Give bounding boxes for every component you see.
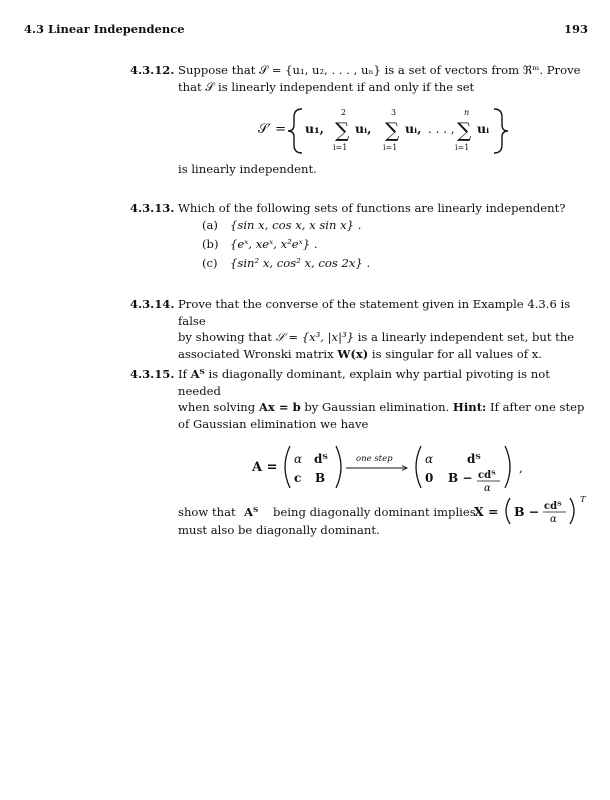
sum-lower: i=1 xyxy=(455,143,470,152)
ui: uᵢ, xyxy=(355,121,372,136)
dT: dᵀ xyxy=(314,452,328,466)
matrix-AT: Aᵀ xyxy=(244,505,259,519)
option-value: {sin x, cos x, x sin x} . xyxy=(230,217,362,232)
set-S: 𝒮 = {x³, |x|³} xyxy=(275,330,355,344)
transpose-sup: T xyxy=(580,495,586,505)
exercise-line: of Gaussian elimination we have xyxy=(178,416,369,431)
exercise-line xyxy=(178,346,590,363)
cdT: cdᵀ xyxy=(544,501,562,512)
lhs: 𝒮′ = xyxy=(258,122,287,137)
text: show that xyxy=(178,505,236,519)
text: by Gaussian elimination. xyxy=(304,400,450,414)
text: is a set of vectors from xyxy=(384,63,520,77)
sum-upper: 2 xyxy=(341,108,347,117)
exercise-number: 4.3.15. xyxy=(130,367,175,381)
display-equation-S-prime xyxy=(178,101,590,157)
B-minus: B − xyxy=(448,471,473,485)
text: being diagonally dominant implies xyxy=(273,505,476,519)
wronski-matrix: W(x) xyxy=(337,346,369,361)
alpha: α xyxy=(425,452,434,466)
exercise-line xyxy=(178,366,590,399)
alpha: α xyxy=(550,514,557,525)
matrix-AT: Aᵀ xyxy=(190,367,205,381)
option-c xyxy=(178,255,590,274)
exercise-4-3-12 xyxy=(130,62,590,178)
text: If xyxy=(178,367,187,381)
option-label: (b) xyxy=(202,236,219,251)
dots: . . . , xyxy=(428,122,455,136)
sigma-icon: ∑ xyxy=(335,118,350,142)
ui: uᵢ, xyxy=(405,121,422,136)
exercise-line xyxy=(178,399,590,416)
lhs: A = xyxy=(252,460,278,475)
option-value: {sin² x, cos² x, cos 2x} . xyxy=(230,255,371,270)
exercise-4-3-13 xyxy=(130,200,590,274)
exercise-line xyxy=(178,329,590,346)
sum-lower: i=1 xyxy=(333,143,348,152)
text: is singular for all values of x. xyxy=(371,346,542,361)
dT: dᵀ xyxy=(467,452,481,466)
exercise-4-3-14 xyxy=(130,296,590,362)
option-b xyxy=(178,236,590,255)
cdT: cdᵀ xyxy=(478,470,496,481)
hint-label: Hint: xyxy=(452,400,487,414)
exercise-number: 4.3.13. xyxy=(130,201,175,215)
sigma-icon: ∑ xyxy=(385,118,400,142)
text: is a linearly independent set, but the xyxy=(357,330,575,344)
equation-axb: Ax = b xyxy=(258,400,301,414)
text: Suppose that xyxy=(178,63,256,77)
alpha: α xyxy=(294,452,303,466)
exercise-line: that 𝒮 is linearly independent if and only if the set xyxy=(178,79,475,94)
sum-lower: i=1 xyxy=(383,143,398,152)
option-a xyxy=(178,217,590,236)
sigma-icon: ∑ xyxy=(457,118,472,142)
text: ℜᵐ. Prove xyxy=(522,63,581,77)
exercise-4-3-15 xyxy=(130,366,590,539)
arrow-label: one step xyxy=(356,454,393,464)
B: B xyxy=(315,471,326,485)
exercise-number: 4.3.12. xyxy=(130,63,175,77)
text: If after one step xyxy=(490,400,585,414)
exercise-line: is linearly independent. xyxy=(178,162,317,176)
display-equation-elimination xyxy=(178,436,590,498)
X-equals: X = xyxy=(474,504,499,519)
c: c xyxy=(294,471,302,485)
B-minus: B − xyxy=(514,504,540,519)
option-value: {eˣ, xeˣ, x²eˣ} . xyxy=(230,236,318,251)
running-header xyxy=(24,22,588,38)
text: by showing that xyxy=(178,330,272,344)
page-number: 193 xyxy=(563,22,588,36)
exercise-number: 4.3.14. xyxy=(130,297,175,311)
text: is diagonally dominant, explain why partial pivoting is not needed xyxy=(178,367,550,398)
set-S: 𝒮 = {u₁, u₂, . . . , uₙ} xyxy=(259,63,381,77)
exercise-line: Which of the following sets of functions are linearly independent? xyxy=(178,201,566,215)
section-title: 4.3 Linear Independence xyxy=(24,22,185,36)
exercise-line: must also be diagonally dominant. xyxy=(178,523,380,537)
comma: , xyxy=(519,461,523,475)
sum-upper: n xyxy=(464,108,470,117)
text: when solving xyxy=(178,400,256,414)
exercise-line xyxy=(178,62,590,79)
exercise-line xyxy=(178,495,590,525)
ui: uᵢ xyxy=(477,121,490,136)
u1: u₁, xyxy=(305,121,324,136)
option-label: (c) xyxy=(202,255,218,270)
exercise-line: Prove that the converse of the statement given in Example 4.3.6 is false xyxy=(178,297,571,328)
alpha: α xyxy=(484,483,491,494)
zero: 0 xyxy=(425,471,434,485)
text: associated Wronski matrix xyxy=(178,346,334,361)
sum-upper: 3 xyxy=(391,108,397,117)
option-label: (a) xyxy=(202,217,218,232)
